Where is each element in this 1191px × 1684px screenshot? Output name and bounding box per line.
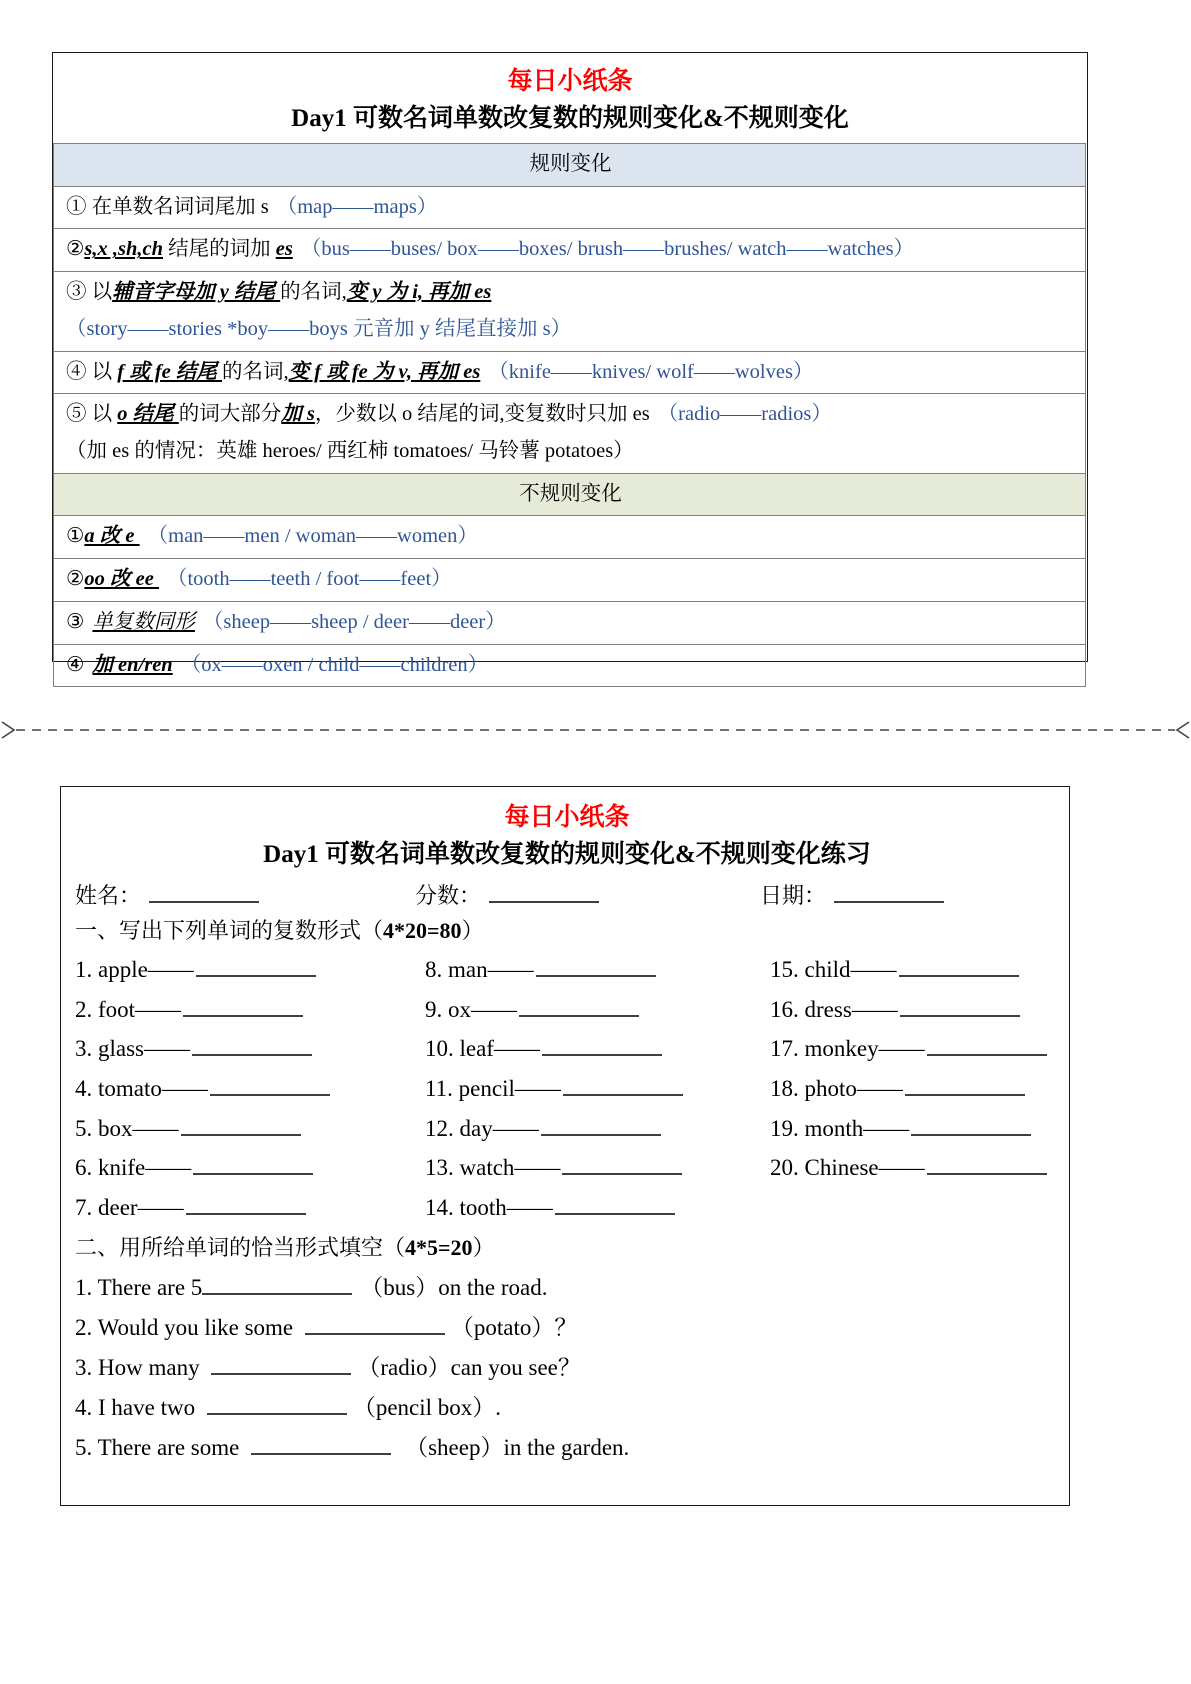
sentence-pre: 4. I have two: [75, 1394, 201, 1420]
table-row: [54, 186, 1086, 229]
sentence-post: （potato）？: [450, 1314, 578, 1340]
answer-blank[interactable]: [541, 1134, 661, 1136]
section-1-text: 一、写出下列单词的复数形式（: [75, 918, 384, 943]
rule-keyword-2: es: [275, 238, 293, 261]
list-item[interactable]: [75, 1188, 425, 1228]
rule-example-line2: （story——stories *boy——boys 元音加 y 结尾直接加 s）: [66, 317, 572, 340]
page1-title-main: [53, 94, 1087, 143]
section-1-close: ）: [461, 918, 484, 943]
list-item[interactable]: [75, 1148, 425, 1188]
rule-keyword: oo 改 ee: [84, 568, 159, 591]
rule-example: （man——men / woman——women）: [147, 525, 478, 548]
answer-blank[interactable]: [927, 1173, 1047, 1175]
page1-title-red: 每日小纸条: [507, 68, 633, 95]
section-1-score: 4*20=80: [383, 918, 462, 943]
word-text: 2. foot——: [75, 996, 182, 1022]
answer-blank[interactable]: [927, 1054, 1047, 1056]
rule-keyword-2: 变 y 为 i, 再加 es: [346, 281, 492, 304]
answer-blank[interactable]: [183, 1015, 303, 1017]
rule-text-2: 的词大部分: [178, 403, 282, 426]
list-item[interactable]: [75, 1029, 425, 1069]
word-text: 1. apple——: [75, 957, 194, 983]
answer-blank[interactable]: [186, 1213, 306, 1215]
answer-blank[interactable]: [192, 1054, 312, 1056]
answer-blank[interactable]: [207, 1413, 347, 1415]
page2-title-red: 每日小纸条: [504, 804, 630, 831]
rule-irregular-2: [54, 559, 1086, 602]
rule-example: （ox——oxen / child——children）: [180, 653, 489, 676]
rule-example: （radio——radios）: [657, 403, 832, 426]
date-label: 日期：: [760, 883, 827, 908]
rule-regular-4: [54, 351, 1086, 394]
rule-text: 以: [86, 360, 118, 383]
answer-blank[interactable]: [562, 1173, 682, 1175]
list-item[interactable]: [425, 1148, 770, 1188]
list-item[interactable]: [425, 990, 770, 1030]
rule-irregular-3: [54, 601, 1086, 644]
list-item[interactable]: [770, 990, 1059, 1030]
name-field-group[interactable]: [75, 879, 415, 910]
rule-number: ③: [66, 610, 85, 633]
list-item[interactable]: [75, 950, 425, 990]
rule-text: 在单数名词词尾加 s: [86, 195, 269, 218]
answer-blank[interactable]: [305, 1333, 445, 1335]
word-text: 17. monkey——: [770, 1036, 925, 1062]
word-text: 16. dress——: [770, 996, 898, 1022]
word-text: 4. tomato——: [75, 1076, 208, 1102]
student-meta-row: [75, 879, 1059, 910]
list-item-empty: [770, 1188, 1059, 1228]
score-label: 分数：: [415, 883, 482, 908]
rule-example: （knife——knives/ wolf——wolves）: [488, 360, 814, 383]
fill-in-blank-list: [75, 1268, 1059, 1468]
rule-example: （sheep——sheep / deer——deer）: [202, 610, 506, 633]
answer-blank[interactable]: [905, 1094, 1025, 1096]
rule-keyword-2: 加 s: [281, 403, 315, 426]
word-text: 9. ox——: [425, 996, 517, 1022]
section-2-close: ）: [472, 1235, 495, 1261]
rules-table: [53, 143, 1086, 687]
answer-blank[interactable]: [202, 1293, 352, 1295]
word-text: 14. tooth——: [425, 1194, 553, 1220]
word-text: 19. month——: [770, 1115, 910, 1141]
rule-number: ②: [66, 568, 85, 591]
answer-blank[interactable]: [196, 975, 316, 977]
cut-line: [0, 716, 1191, 744]
rule-note-line2: （加 es 的情况：英雄 heroes/ 西红柿 tomatoes/ 马铃薯 potatoes）: [66, 440, 634, 463]
table-row-section-regular: [54, 144, 1086, 187]
date-input-blank[interactable]: [834, 901, 944, 903]
rule-number: ①: [66, 525, 85, 548]
list-item[interactable]: [425, 950, 770, 990]
score-field-group[interactable]: [415, 879, 760, 910]
rule-text-2: 的名词,: [222, 360, 289, 383]
section-2-score: 4*5=20: [405, 1235, 473, 1261]
sentence-pre: 2. Would you like some: [75, 1314, 299, 1340]
answer-blank[interactable]: [555, 1213, 675, 1215]
section-2-label: [75, 1235, 1059, 1261]
list-item[interactable]: [425, 1109, 770, 1149]
answer-blank[interactable]: [211, 1373, 351, 1375]
rule-text-3: ，少数以 o 结尾的词,变复数时只加 es: [314, 403, 650, 426]
answer-blank[interactable]: [911, 1134, 1031, 1136]
rule-keyword: a 改 e: [84, 525, 140, 548]
list-item[interactable]: [770, 950, 1059, 990]
list-item[interactable]: [75, 990, 425, 1030]
rule-text: 以: [86, 281, 113, 304]
plural-words-grid: [75, 950, 1059, 1227]
table-row: [54, 229, 1086, 272]
rule-number: ③: [66, 281, 87, 304]
sentence-post: （radio）can you see？: [357, 1354, 581, 1380]
rule-regular-1: [54, 186, 1086, 229]
answer-blank[interactable]: [899, 975, 1019, 977]
list-item[interactable]: [770, 1069, 1059, 1109]
rule-text: 结尾的词加: [163, 238, 276, 261]
answer-blank[interactable]: [900, 1015, 1020, 1017]
list-item[interactable]: [75, 1069, 425, 1109]
word-text: 5. box——: [75, 1115, 179, 1141]
sentence-pre: 5. There are some: [75, 1434, 246, 1460]
word-text: 15. child——: [770, 957, 897, 983]
list-item[interactable]: [75, 1388, 1059, 1428]
section-1-label: [75, 918, 1059, 944]
list-item[interactable]: [770, 1029, 1059, 1069]
table-row: [54, 394, 1086, 473]
list-item[interactable]: [75, 1308, 1059, 1348]
rule-number: ⑤: [66, 403, 87, 426]
list-item[interactable]: [75, 1428, 1059, 1468]
word-text: 6. knife——: [75, 1155, 192, 1181]
list-item[interactable]: [425, 1029, 770, 1069]
word-text: 3. glass——: [75, 1036, 190, 1062]
word-text: 11. pencil——: [425, 1076, 561, 1102]
rule-number: ④: [66, 360, 87, 383]
rule-regular-3: [54, 272, 1086, 351]
rule-keyword: f 或 fe 结尾: [117, 360, 223, 383]
list-item[interactable]: [75, 1109, 425, 1149]
rule-regular-5: [54, 394, 1086, 473]
word-text: 10. leaf——: [425, 1036, 540, 1062]
rule-example: （map——maps）: [276, 195, 438, 218]
rule-number: ④: [66, 653, 85, 676]
rule-text: 以: [86, 403, 118, 426]
rules-card: [52, 52, 1088, 676]
rule-number: ②: [66, 238, 85, 261]
list-item[interactable]: [75, 1348, 1059, 1388]
sentence-post: （pencil box）.: [352, 1394, 502, 1420]
rule-keyword: o 结尾: [117, 403, 179, 426]
rule-keyword: 加 en/ren: [92, 653, 173, 676]
table-row: [54, 644, 1086, 687]
word-text: 8. man——: [425, 957, 534, 983]
page1-title-day: Day1: [291, 105, 347, 132]
word-text: 18. photo——: [770, 1076, 903, 1102]
answer-blank[interactable]: [193, 1173, 313, 1175]
list-item[interactable]: [425, 1188, 770, 1228]
table-row: [54, 559, 1086, 602]
answer-blank[interactable]: [210, 1094, 330, 1096]
section-header-regular: 规则变化: [54, 144, 1086, 187]
list-item[interactable]: [770, 1148, 1059, 1188]
rule-example: （tooth——teeth / foot——feet）: [166, 568, 452, 591]
table-row: [54, 516, 1086, 559]
rule-regular-2: [54, 229, 1086, 272]
sentence-pre: 3. How many: [75, 1354, 206, 1380]
list-item[interactable]: [425, 1069, 770, 1109]
word-text: 20. Chinese——: [770, 1155, 925, 1181]
word-text: 13. watch——: [425, 1155, 561, 1181]
rule-text-2: 的名词,: [280, 281, 347, 304]
score-input-blank[interactable]: [489, 901, 599, 903]
word-text: 12. day——: [425, 1115, 539, 1141]
rule-number: ①: [66, 195, 87, 218]
table-row: [54, 351, 1086, 394]
answer-blank[interactable]: [181, 1134, 301, 1136]
rule-keyword: 辅音字母加 y 结尾: [112, 281, 281, 304]
rule-keyword: 单复数同形: [92, 610, 195, 633]
word-text: 7. deer——: [75, 1194, 184, 1220]
table-row-section-irregular: [54, 473, 1086, 516]
rule-keyword-2: 变 f 或 fe 为 v, 再加 es: [288, 360, 481, 383]
sentence-pre: 1. There are 5: [75, 1274, 203, 1300]
answer-blank[interactable]: [536, 975, 656, 977]
practice-card: [60, 786, 1070, 1506]
answer-blank[interactable]: [519, 1015, 639, 1017]
section-header-irregular: 不规则变化: [54, 473, 1086, 516]
table-row: [54, 601, 1086, 644]
rule-keyword: s,x ,sh,ch: [84, 238, 163, 261]
scissors-icon: [0, 716, 1191, 744]
rule-irregular-1: [54, 516, 1086, 559]
list-item[interactable]: [770, 1109, 1059, 1149]
rule-example: （bus——buses/ box——boxes/ brush——brushes/ watch——watches）: [300, 238, 915, 261]
page2-title-desc: 可数名词单数改复数的规则变化&不规则变化练习: [318, 841, 871, 868]
name-label: 姓名：: [75, 883, 142, 908]
answer-blank[interactable]: [542, 1054, 662, 1056]
answer-blank[interactable]: [251, 1453, 391, 1455]
page2-title-day: Day1: [263, 841, 319, 868]
table-row: [54, 272, 1086, 351]
answer-blank[interactable]: [563, 1094, 683, 1096]
sentence-post: （bus）on the road.: [360, 1274, 548, 1300]
name-input-blank[interactable]: [149, 901, 259, 903]
section-2-text: 二、用所给单词的恰当形式填空（: [75, 1235, 406, 1261]
page2-title-main: [75, 830, 1059, 869]
date-field-group[interactable]: [760, 879, 944, 910]
rule-irregular-4: [54, 644, 1086, 687]
page1-title-desc: 可数名词单数改复数的规则变化&不规则变化: [346, 105, 849, 132]
sentence-post: （sheep）in the garden.: [405, 1434, 630, 1460]
list-item[interactable]: [75, 1268, 1059, 1308]
